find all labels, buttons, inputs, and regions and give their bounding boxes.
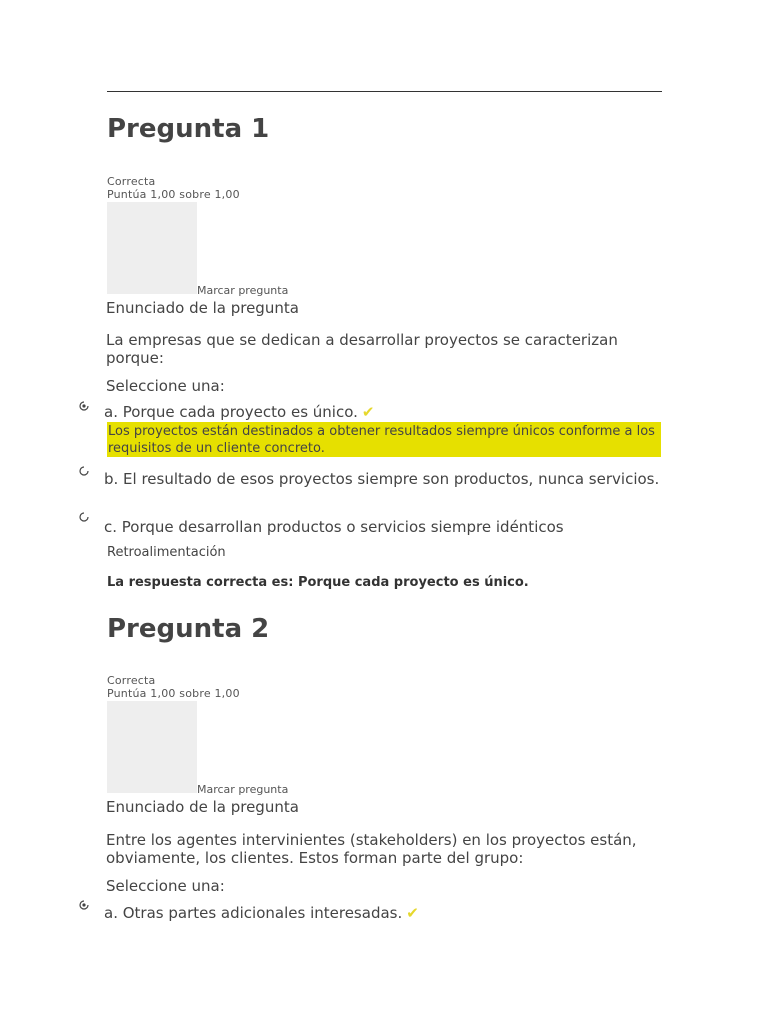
flag-question-link[interactable]: Marcar pregunta	[197, 783, 289, 796]
question-1-option-c[interactable]: c. Porque desarrollan productos o servicios siempre idénticos	[104, 518, 564, 536]
check-icon: ✔	[361, 403, 375, 421]
option-feedback	[107, 422, 661, 457]
option-feedback-text: Los proyectos están destinados a obtener resultados siempre únicos conforme a los requisitos de un cliente concreto.	[108, 424, 655, 456]
option-label: a. Porque cada proyecto es único.	[104, 403, 358, 421]
top-divider	[107, 91, 662, 92]
check-icon: ✔	[406, 904, 419, 922]
question-1-statement-label: Enunciado de la pregunta	[106, 299, 299, 317]
question-1-option-b[interactable]: b. El resultado de esos proyectos siempre son productos, nunca servicios.	[104, 470, 660, 488]
question-2-title: Pregunta 2	[107, 614, 270, 644]
radio-icon[interactable]	[79, 466, 89, 476]
question-1-select-label: Seleccione una:	[106, 377, 225, 395]
option-label: a. Otras partes adicionales interesadas.	[104, 904, 403, 922]
question-2-option-a[interactable]	[104, 904, 664, 922]
question-2-score: Puntúa 1,00 sobre 1,00	[107, 687, 240, 700]
question-1-score: Puntúa 1,00 sobre 1,00	[107, 188, 240, 201]
question-2-status: Correcta	[107, 674, 156, 687]
flag-question-link[interactable]: Marcar pregunta	[197, 284, 289, 297]
flag-placeholder[interactable]	[107, 202, 197, 294]
radio-icon[interactable]	[79, 401, 89, 411]
correct-answer: La respuesta correcta es: Porque cada proyecto es único.	[107, 575, 529, 590]
question-1-text: La empresas que se dedican a desarrollar proyectos se caracterizan porque:	[106, 331, 618, 367]
question-2-statement-label: Enunciado de la pregunta	[106, 798, 299, 816]
question-2-select-label: Seleccione una:	[106, 877, 225, 895]
radio-icon[interactable]	[79, 900, 89, 910]
radio-icon[interactable]	[79, 512, 89, 522]
flag-placeholder[interactable]	[107, 701, 197, 793]
question-1-option-a[interactable]	[104, 403, 664, 421]
feedback-label: Retroalimentación	[107, 545, 226, 560]
question-2-text: Entre los agentes intervinientes (stakeholders) en los proyectos están, obviamente, los clientes. Estos forman parte del grupo:	[106, 831, 637, 867]
question-1-status: Correcta	[107, 175, 156, 188]
question-1-title: Pregunta 1	[107, 114, 270, 144]
